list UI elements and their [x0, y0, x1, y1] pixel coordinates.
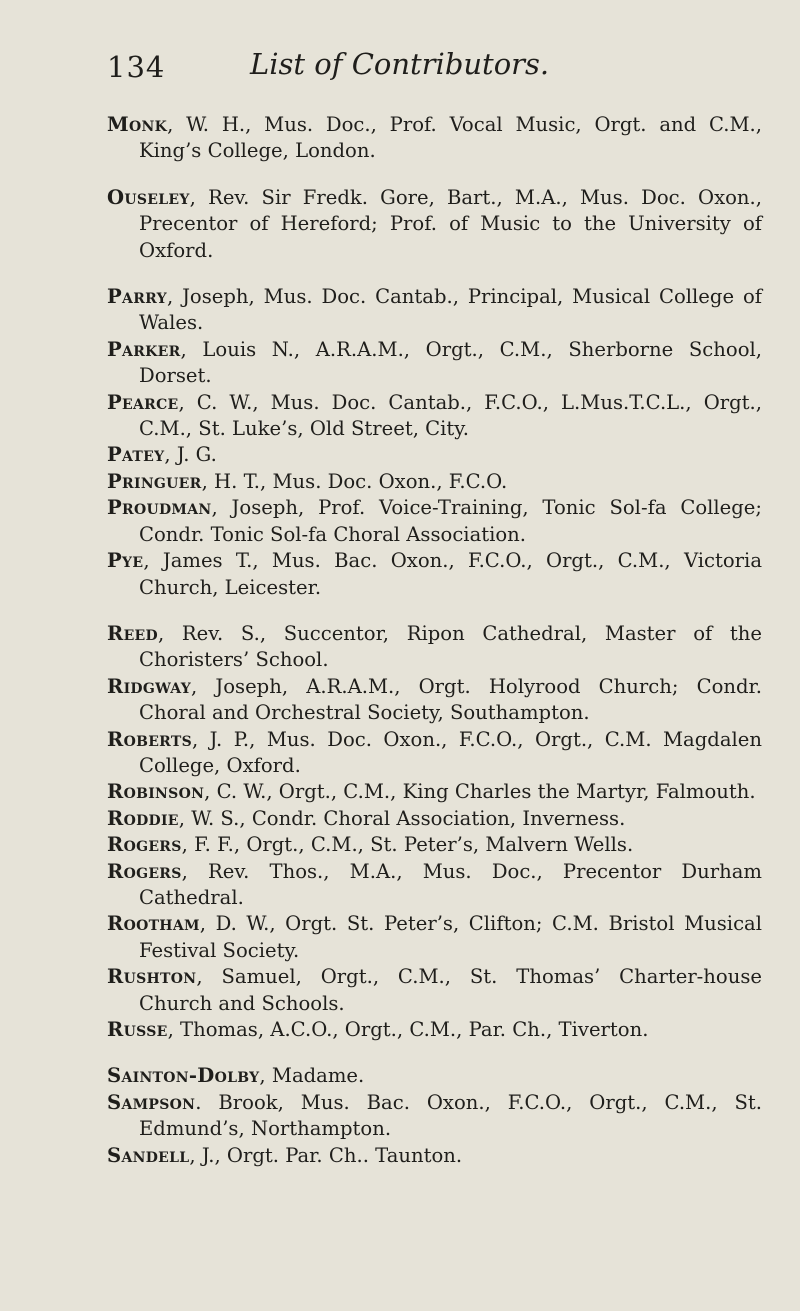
contributor-details: , Rev. Thos., M.A., Mus. Doc., Precentor Durham Cathedral.: [139, 859, 762, 909]
contributor-entry: [107, 1143, 762, 1169]
contributor-entry: [107, 185, 762, 264]
contributor-entry: [107, 727, 762, 780]
contributor-details: , Samuel, Orgt., C.M., St. Thomas’ Charter-house Church and Schools.: [139, 965, 762, 1015]
contributor-details: , Joseph, A.R.A.M., Orgt. Holyrood Church; Condr. Choral and Orchestral Society, Southampton.: [139, 674, 762, 725]
contributor-entry: [107, 779, 762, 805]
contributor-entry: [107, 911, 762, 964]
contributor-entry: [107, 621, 762, 674]
entry-group: [107, 112, 762, 165]
contributor-surname: Rogers: [107, 859, 182, 883]
contributor-details: , J., Orgt. Par. Ch.. Taunton.: [189, 1143, 463, 1167]
contributor-details: , Madame.: [259, 1064, 365, 1088]
contributor-entry: [107, 1063, 762, 1089]
entry-group: [107, 621, 762, 1044]
contributor-surname: Pearce: [107, 390, 179, 414]
contributor-surname: Reed: [107, 621, 158, 645]
entry-group: [107, 284, 762, 601]
contributor-details: , W. H., Mus. Doc., Prof. Vocal Music, Orgt. and C.M., King’s College, London.: [139, 113, 762, 163]
contributor-details: , D. W., Orgt. St. Peter’s, Clifton; C.M. Bristol Musical Festival Society.: [139, 912, 762, 962]
entry-group: [107, 185, 762, 264]
contributor-surname: Rushton: [107, 965, 197, 989]
contributor-entry: [107, 469, 762, 495]
contributor-details: , Louis N., A.R.A.M., Orgt., C.M., Sherborne School, Dorset.: [139, 337, 762, 388]
contributor-details: , W. S., Condr. Choral Association, Inverness.: [178, 806, 626, 830]
contributor-details: , James T., Mus. Bac. Oxon., F.C.O., Orgt., C.M., Victoria Church, Leicester.: [139, 549, 762, 599]
contributor-details: , J. P., Mus. Doc. Oxon., F.C.O., Orgt., C.M. Magdalen College, Oxford.: [139, 727, 762, 777]
contributor-entry: [107, 806, 762, 832]
contributor-details: , H. T., Mus. Doc. Oxon., F.C.O.: [201, 469, 508, 493]
contributor-surname: Roddie: [107, 806, 179, 830]
contributor-entry: [107, 548, 762, 601]
contributor-details: , Rev. Sir Fredk. Gore, Bart., M.A., Mus. Doc. Oxon., Precentor of Hereford; Prof. of Music to the University of Oxford.: [139, 185, 762, 262]
contributor-surname: Roberts: [107, 727, 192, 751]
contributor-details: , J. G.: [164, 443, 217, 467]
contributor-entry: [107, 832, 762, 858]
contributor-details: , C. W., Orgt., C.M., King Charles the Martyr, Falmouth.: [204, 780, 756, 804]
contributor-surname: Pye: [107, 549, 144, 573]
contributor-surname: Pringuer: [107, 469, 202, 493]
contributor-details: , F. F., Orgt., C.M., St. Peter’s, Malvern Wells.: [181, 833, 634, 857]
contributor-entry: [107, 284, 762, 337]
contributor-surname: Parker: [107, 337, 181, 361]
contributor-entry: [107, 1017, 762, 1043]
contributor-details: , C. W., Mus. Doc. Cantab., F.C.O., L.Mus.T.C.L., Orgt., C.M., St. Luke’s, Old Street, City.: [139, 390, 762, 441]
contributor-surname: Ouseley: [107, 185, 190, 209]
entry-group: [107, 1063, 762, 1169]
contributor-details: , Rev. S., Succentor, Ripon Cathedral, Master of the Choristers’ School.: [139, 621, 762, 672]
contributor-details: , Thomas, A.C.O., Orgt., C.M., Par. Ch., Tiverton.: [167, 1018, 649, 1041]
contributor-surname: Ridgway: [107, 674, 192, 698]
contributor-entry: [107, 112, 762, 165]
running-title: List of Contributors.: [250, 47, 550, 81]
contributor-surname: Sampson: [107, 1090, 196, 1114]
contributor-entry: [107, 674, 762, 727]
contributor-entry: [107, 337, 762, 390]
contributor-surname: Patey: [107, 443, 165, 467]
contributor-list: [107, 112, 762, 1189]
contributor-surname: Russe: [107, 1018, 168, 1041]
contributor-entry: [107, 495, 762, 548]
contributor-surname: Rootham: [107, 912, 200, 936]
contributor-entry: [107, 442, 762, 468]
contributor-details: . Brook, Mus. Bac. Oxon., F.C.O., Orgt., C.M., St. Edmund’s, Northampton.: [139, 1090, 762, 1141]
contributor-surname: Monk: [107, 113, 168, 136]
contributor-entry: [107, 390, 762, 443]
contributor-entry: [107, 1090, 762, 1143]
contributor-surname: Proudman: [107, 496, 212, 520]
contributor-details: , Joseph, Prof. Voice-Training, Tonic Sol-fa College; Condr. Tonic Sol-fa Choral Association.: [139, 496, 762, 546]
contributor-surname: Robinson: [107, 780, 205, 804]
contributor-entry: [107, 859, 762, 912]
contributor-surname: Parry: [107, 285, 167, 309]
contributor-details: , Joseph, Mus. Doc. Cantab., Principal, Musical College of Wales.: [139, 285, 762, 335]
contributor-surname: Rogers: [107, 833, 182, 857]
contributor-entry: [107, 964, 762, 1017]
page-number: 134: [107, 50, 166, 84]
contributor-surname: Sainton-Dolby: [107, 1064, 260, 1088]
contributor-surname: Sandell: [107, 1143, 190, 1167]
